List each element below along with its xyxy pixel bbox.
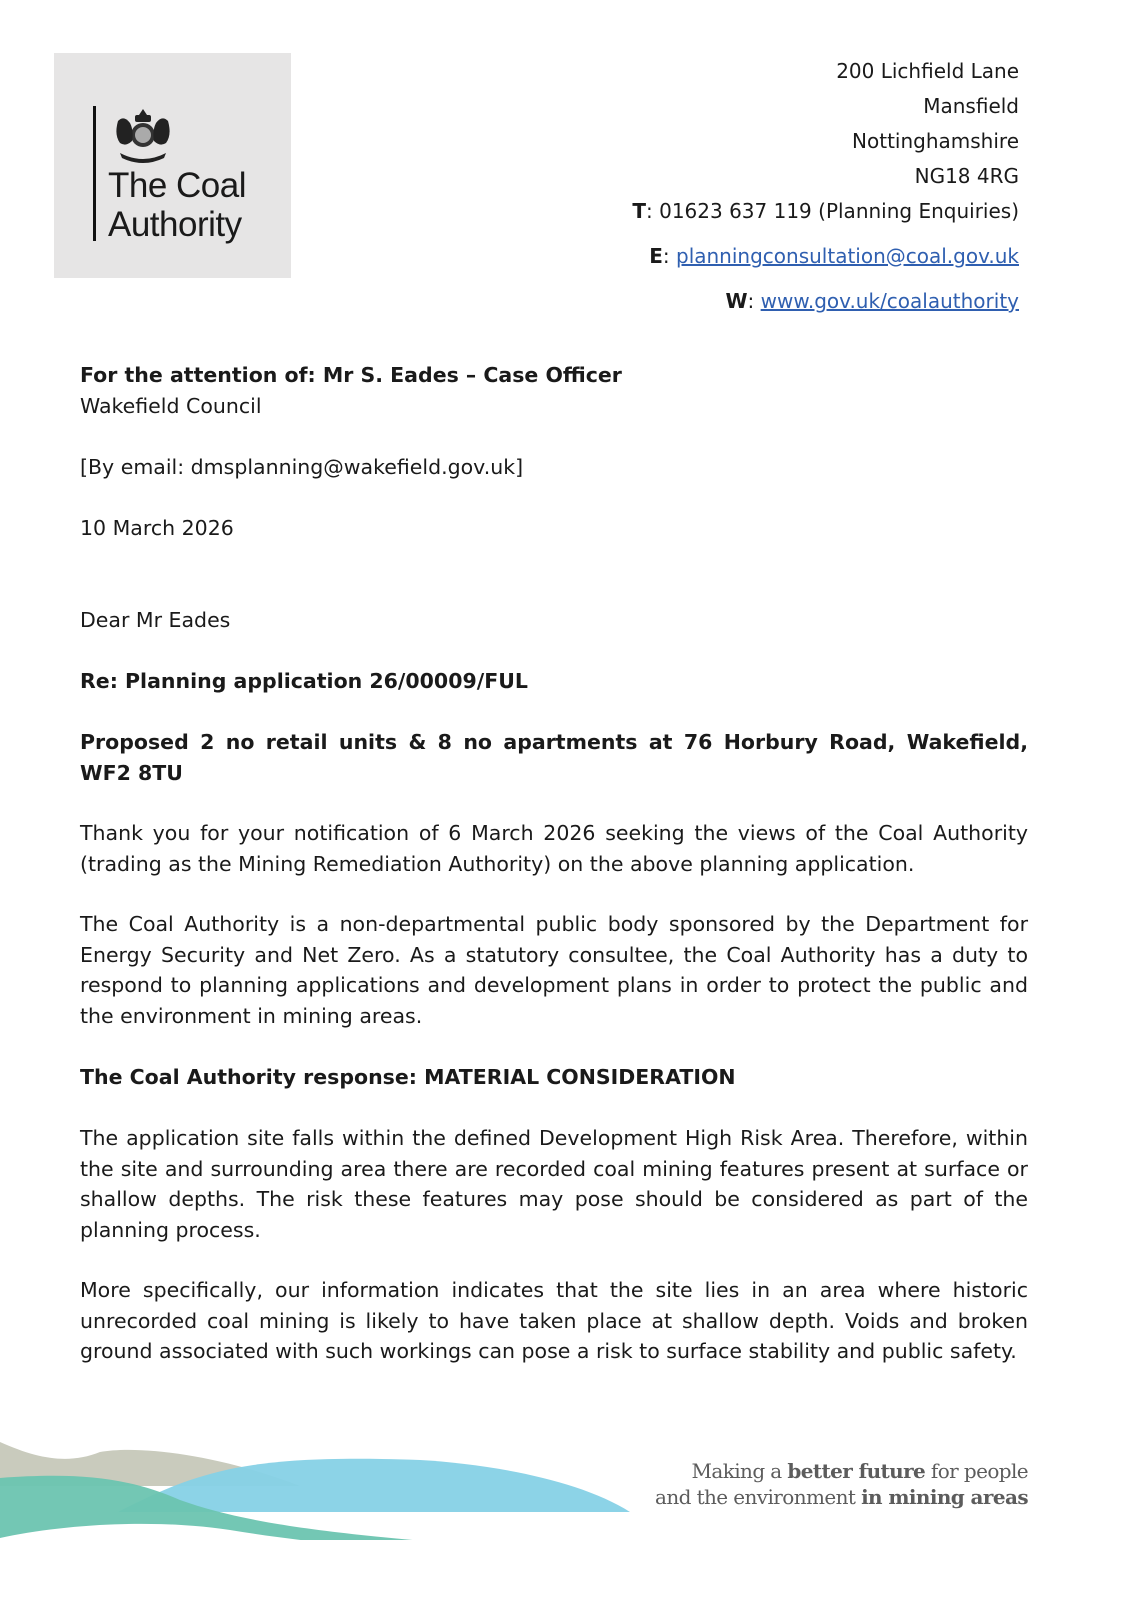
body-paragraph: More specifically, our information indicates that the site lies in an area where historic unrecorded coal mining is likely to have taken place at shallow depth. Voids and broken ground associated with such workings can pose a risk to surface stability and public safety. (80, 1278, 1028, 1364)
body-paragraph: The application site falls within the defined Development High Risk Area. Therefore, within the site and surrounding area there are recorded coal mining features present at surface or shallow depths. The risk these features may pose should be considered as part of the planning process. (80, 1126, 1028, 1243)
logo-divider (93, 106, 96, 241)
letter-date: 10 March 2026 (80, 516, 234, 540)
coal-authority-logo (54, 53, 291, 278)
recipient-organisation: Wakefield Council (80, 393, 262, 418)
email-line: E: planningconsultation@coal.gov.uk (649, 244, 1019, 268)
address-line: NG18 4RG (914, 164, 1019, 188)
body-paragraph: The Coal Authority is a non-departmental public body sponsored by the Department for Energy Security and Net Zero. As a statutory consultee, the Coal Authority has a duty to respond to planning applications and development plans in order to protect the public and the environment in mining areas. (80, 912, 1028, 1029)
address-line: Mansfield (923, 94, 1019, 118)
web-line: W: www.gov.uk/coalauthority (725, 289, 1019, 313)
proposal-heading: Proposed 2 no retail units & 8 no apartments at 76 Horbury Road, Wakefield, WF2 8TU (80, 730, 1028, 785)
body-paragraph: Thank you for your notification of 6 March 2026 seeking the views of the Coal Authority (trading as the Mining Remediation Authority) on the above planning application. (80, 821, 1028, 876)
attention-line: For the attention of: Mr S. Eades – Case Officer (80, 363, 622, 387)
address-line: Nottinghamshire (852, 129, 1019, 153)
recipient-email: [By email: dmsplanning@wakefield.gov.uk] (80, 455, 524, 479)
logo-text-line2: Authority (108, 205, 242, 244)
website-link[interactable]: www.gov.uk/coalauthority (760, 289, 1019, 313)
sender-address (632, 54, 1019, 319)
response-heading: The Coal Authority response: MATERIAL CONSIDERATION (80, 1065, 736, 1089)
recipient-block (80, 360, 1028, 421)
address-line: 200 Lichfield Lane (836, 59, 1019, 83)
logo-text-line1: The Coal (108, 166, 247, 205)
salutation: Dear Mr Eades (80, 608, 231, 632)
subject-heading: Re: Planning application 26/00009/FUL (80, 669, 528, 693)
footer-waves-graphic (0, 1400, 640, 1540)
royal-crest-icon (110, 107, 176, 165)
email-link[interactable]: planningconsultation@coal.gov.uk (676, 244, 1019, 268)
phone-line: T: 01623 637 119 (Planning Enquiries) (632, 199, 1019, 223)
footer-tagline: Making a better future for people and the environment in mining areas (655, 1459, 1028, 1509)
